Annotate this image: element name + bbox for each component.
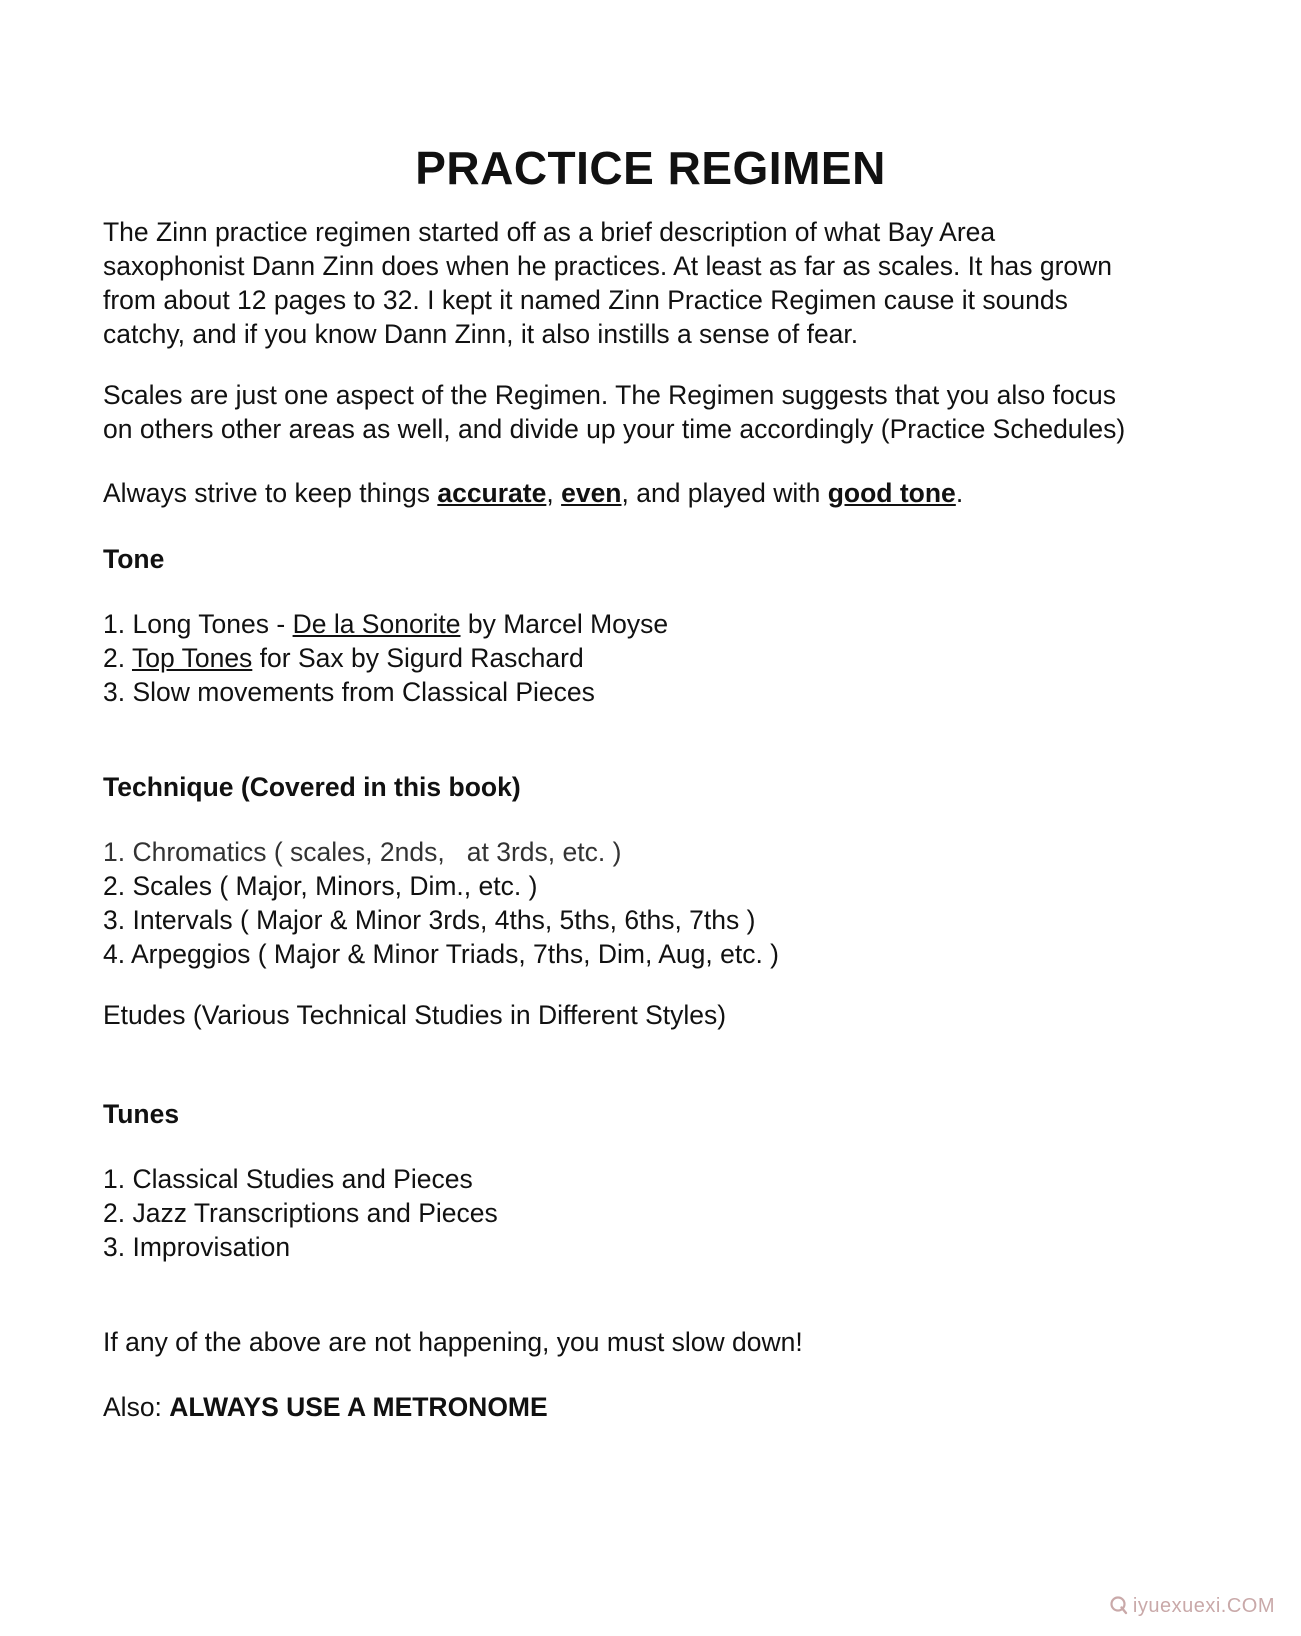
metronome-line [103,1390,1223,1424]
strive-line [103,476,1223,510]
tone-item-suffix: for Sax by Sigurd Raschard [252,643,584,673]
scales-line: Scales are just one aspect of the Regimen. The Regimen suggests that you also focus [103,380,1116,410]
q-logo-icon [1109,1595,1129,1615]
tunes-list [103,1162,1223,1264]
tone-list-item [103,607,1223,641]
technique-heading: Technique (Covered in this book) [103,772,521,802]
tunes-list-item: 2. Jazz Transcriptions and Pieces [103,1198,498,1228]
scales-line: on others other areas as well, and divide up your time accordingly (Practice Schedules) [103,414,1126,444]
even-emphasis: even [561,478,622,508]
watermark-text: iyuexuexi.COM [1132,1595,1275,1617]
tone-list-item: 3. Slow movements from Classical Pieces [103,677,595,707]
scales-paragraph [103,378,1223,446]
technique-list-item: 2. Scales ( Major, Minors, Dim., etc. ) [103,871,538,901]
slow-down-line: If any of the above are not happening, you must slow down! [103,1327,803,1357]
tone-item-prefix: 1. Long Tones - [103,609,293,639]
top-tones-link[interactable]: Top Tones [131,643,253,673]
tunes-list-item: 3. Improvisation [103,1232,291,1262]
de-la-sonorite-link[interactable]: De la Sonorite [292,609,461,639]
strive-prefix: Always strive to keep things [103,478,438,508]
also-label: Also: [103,1392,170,1422]
strive-suffix: . [955,478,964,508]
intro-paragraph [103,215,1223,351]
intro-line: catchy, and if you know Dann Zinn, it also instills a sense of fear. [103,319,859,349]
tone-item-prefix: 2. [103,643,132,673]
tunes-heading: Tunes [103,1099,180,1129]
tone-list-item [103,641,1223,675]
page-title: PRACTICE REGIMEN [415,142,886,194]
tone-list [103,607,1223,709]
tone-item-suffix: by Marcel Moyse [460,609,669,639]
metronome-emphasis: ALWAYS USE A METRONOME [169,1392,548,1422]
intro-line: from about 12 pages to 32. I kept it named Zinn Practice Regimen cause it sounds [103,285,1068,315]
strive-paragraph [103,476,1223,510]
technique-list-item: 1. Chromatics ( scales, 2nds, at 3rds, etc. ) [103,837,622,867]
etudes-line: Etudes (Various Technical Studies in Different Styles) [103,1000,727,1030]
strive-separator: , and played with [621,478,828,508]
tone-heading: Tone [103,544,165,574]
intro-line: The Zinn practice regimen started off as a brief description of what Bay Area [103,217,996,247]
tunes-list-item: 1. Classical Studies and Pieces [103,1164,473,1194]
technique-list-item: 3. Intervals ( Major & Minor 3rds, 4ths, 5ths, 6ths, 7ths ) [103,905,756,935]
technique-list [103,835,1223,971]
watermark [1109,1595,1275,1618]
intro-line: saxophonist Dann Zinn does when he practices. At least as far as scales. It has grown [103,251,1113,281]
accurate-emphasis: accurate [437,478,547,508]
strive-separator: , [546,478,562,508]
technique-list-item: 4. Arpeggios ( Major & Minor Triads, 7ths, Dim, Aug, etc. ) [103,939,780,969]
good-tone-emphasis: good tone [827,478,956,508]
